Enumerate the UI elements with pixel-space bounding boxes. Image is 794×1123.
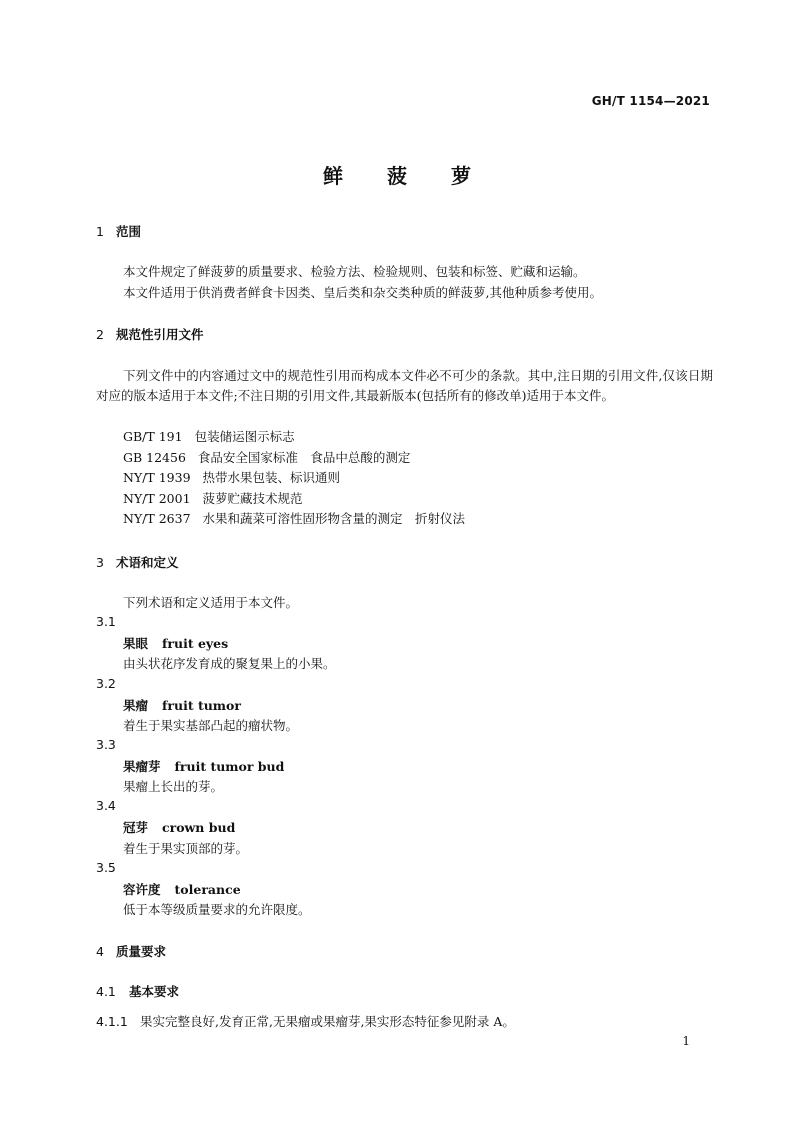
clause bbox=[96, 1012, 515, 1032]
title-char: 萝 bbox=[451, 164, 471, 188]
reference-item bbox=[123, 509, 465, 529]
title-char: 鲜 bbox=[323, 164, 343, 188]
term-zh: 冠芽 bbox=[123, 820, 149, 835]
page-number: 1 bbox=[682, 1034, 690, 1048]
section-title: 范围 bbox=[116, 224, 142, 239]
reference-title: 食品安全国家标准 食品中总酸的测定 bbox=[197, 450, 411, 465]
paragraph: 下列术语和定义适用于本文件。 bbox=[123, 595, 299, 610]
section-heading bbox=[96, 222, 141, 240]
term-definition: 由头状花序发育成的聚复果上的小果。 bbox=[123, 656, 336, 671]
term-definition: 果瘤上长出的芽。 bbox=[123, 779, 224, 794]
reference-code: GB/T 191 bbox=[123, 429, 183, 444]
title-char: 菠 bbox=[387, 164, 407, 188]
subsection-number: 4.1 bbox=[96, 984, 116, 999]
reference-title: 热带水果包装、标识通则 bbox=[202, 470, 341, 485]
reference-title: 菠萝贮藏技术规范 bbox=[202, 491, 303, 506]
reference-item bbox=[123, 489, 303, 509]
section-title: 质量要求 bbox=[116, 944, 167, 959]
reference-item bbox=[123, 468, 340, 488]
reference-code: NY/T 1939 bbox=[123, 470, 191, 485]
term-en: fruit tumor bbox=[162, 698, 241, 713]
standard-code: GH/T 1154—2021 bbox=[591, 94, 710, 108]
term-number: 3.2 bbox=[96, 676, 116, 691]
document-title bbox=[0, 160, 794, 189]
term-zh: 果眼 bbox=[123, 636, 149, 651]
reference-code: GB 12456 bbox=[123, 450, 186, 465]
term-en: fruit eyes bbox=[162, 636, 229, 651]
term-entry bbox=[123, 880, 241, 898]
term-en: tolerance bbox=[174, 882, 241, 897]
term-number: 3.1 bbox=[96, 614, 116, 629]
term-zh: 容许度 bbox=[123, 882, 161, 897]
term-definition: 着生于果实基部凸起的瘤状物。 bbox=[123, 718, 299, 733]
section-heading bbox=[96, 553, 179, 571]
term-en: fruit tumor bud bbox=[174, 759, 285, 774]
term-definition: 低于本等级质量要求的允许限度。 bbox=[123, 902, 311, 917]
section-heading bbox=[96, 325, 204, 343]
paragraph: 本文件规定了鲜菠萝的质量要求、检验方法、检验规则、包装和标签、贮藏和运输。 bbox=[123, 264, 586, 279]
section-number: 2 bbox=[96, 327, 104, 342]
section-number: 1 bbox=[96, 224, 104, 239]
term-entry bbox=[123, 634, 228, 652]
reference-code: NY/T 2001 bbox=[123, 491, 191, 506]
reference-code: NY/T 2637 bbox=[123, 511, 191, 526]
term-definition: 着生于果实顶部的芽。 bbox=[123, 841, 249, 856]
reference-title: 包装储运图示标志 bbox=[194, 429, 295, 444]
section-heading bbox=[96, 942, 166, 960]
clause-text: 果实完整良好,发育正常,无果瘤或果瘤芽,果实形态特征参见附录 A。 bbox=[140, 1014, 515, 1029]
term-zh: 果瘤芽 bbox=[123, 759, 161, 774]
term-en: crown bud bbox=[162, 820, 236, 835]
subsection-title: 基本要求 bbox=[129, 984, 180, 999]
section-number: 4 bbox=[96, 944, 104, 959]
reference-item bbox=[123, 448, 410, 468]
clause-number: 4.1.1 bbox=[96, 1014, 128, 1029]
reference-title: 水果和蔬菜可溶性固形物含量的测定 折射仪法 bbox=[202, 511, 466, 526]
section-title: 术语和定义 bbox=[116, 555, 179, 570]
term-entry bbox=[123, 757, 284, 775]
term-zh: 果瘤 bbox=[123, 698, 149, 713]
section-number: 3 bbox=[96, 555, 104, 570]
term-number: 3.5 bbox=[96, 860, 116, 875]
section-title: 规范性引用文件 bbox=[116, 327, 204, 342]
paragraph: 下列文件中的内容通过文中的规范性引用而构成本文件必不可少的条款。其中,注日期的引用文件,仅该日期对应的版本适用于本文件;不注日期的引用文件,其最新版本(包括所有的修改单)适用于本文件。 bbox=[96, 368, 713, 403]
term-number: 3.4 bbox=[96, 798, 116, 813]
term-number: 3.3 bbox=[96, 737, 116, 752]
term-entry bbox=[123, 818, 235, 836]
subsection-heading bbox=[96, 982, 179, 1000]
paragraph: 本文件适用于供消费者鲜食卡因类、皇后类和杂交类种质的鲜菠萝,其他种质参考使用。 bbox=[123, 285, 602, 300]
reference-item bbox=[123, 427, 295, 447]
term-entry bbox=[123, 696, 241, 714]
